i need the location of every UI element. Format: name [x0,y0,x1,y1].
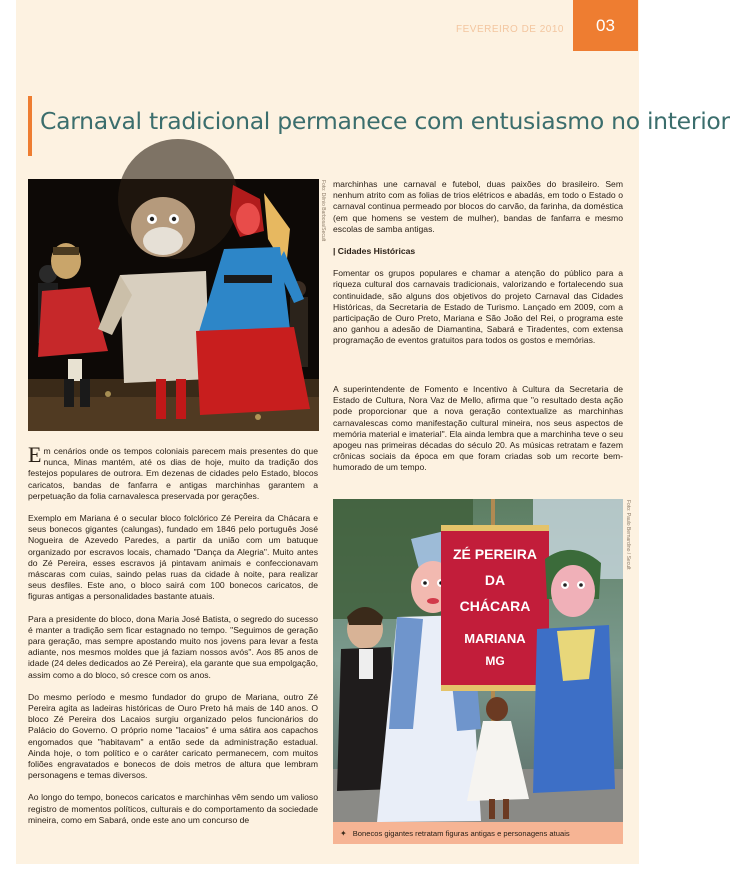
photo-credit-top: Foto: Dênio Barbosa/Secult [320,180,326,242]
article-right-column [333,179,623,358]
banner-line-5: MG [485,654,505,668]
paragraph-intro-text: m cenários onde os tempos coloniais parecem mais presentes do que nunca, Minas mantém, até os dias de hoje, muito da tradição dos festejos populares de outrora. Em dezenas de cidades pelo Estado, blocos caricatos, bandas de fanfarra e antigas marchinhas garantem a perpetuação da folia carnavalesca preservada por gerações. [28,446,318,501]
paragraph-sabara: Ao longo do tempo, bonecos caricatos e marchinhas vêm sendo um valioso registro de momentos políticos, culturais e do comportamento da sociedade mineira, como em Sabará, onde este ano um concurso de [28,792,318,825]
photo-credit-bottom: Foto: Paulo Bernardino / Secult [625,500,631,570]
paragraph-superintendent: A superintendente de Fomento e Incentivo à Cultura da Secretaria de Estado de Cultura, Nora Vaz de Mello, afirma que "o resultado desta ação pode proporcionar que a nova geração contextualize as marchinhas carnavalescas como manifestação cultural mineira, nos seus aspectos de memória material e imaterial". Ela ainda lembra que a marchinha teve o seu apogeu nas primeiras décadas do século 20. As músicas retratam e fazem crônicas sociais da época em que foram criadas sob um recorte bem-humorado de um tempo. [333,384,623,473]
paragraph-ouro-preto: Do mesmo período e mesmo fundador do grupo de Mariana, outro Zé Pereira agita as ladeiras históricas de Ouro Preto há mais de 140 anos. O bloco Zé Pereira dos Lacaios surgiu organizado pelos funcionários do Palácio do Governo. O próprio nome "lacaios" é uma sátira aos capachos engomados que "habitavam" a então sede da administração estadual. Ainda hoje, o tom político e o caráter caricato permanecem, com muitos foliões engravatados e bonecos de dois metros de altura que lembram personagens e temas diversos. [28,691,318,781]
photo-caption [333,822,623,844]
title-accent-bar [28,96,32,156]
section-subheading: | Cidades Históricas [333,246,416,257]
photo-caption-text: Bonecos gigantes retratam figuras antigas e personagens atuais [352,828,570,838]
paragraph-intro [28,442,318,502]
article-right-column-lower [333,384,623,485]
banner-line-1: ZÉ PEREIRA [452,546,538,562]
article-title: Carnaval tradicional permanece com entusiasmo no interior [40,107,730,135]
page-number: 03 [573,0,638,51]
paragraph-marchinhas: marchinhas une carnaval e futebol, duas paixões do brasileiro. Sem nenhum atrito com as folias de trios elétricos e abadás, em todo o Estado o carnaval continua permeado por blocos do carvão, da farinha, da doméstica (em que homens se vestem de mulher), bandas de fanfarra e mesmo escolas de samba antigas. [333,179,623,234]
banner-line-4: MARIANA [464,631,526,646]
article-left-column [28,442,318,837]
banner-line-2: DA [484,572,506,588]
carnival-night-photo [28,179,319,431]
paragraph-project: Fomentar os grupos populares e chamar a atenção do público para a riqueza cultural dos carnavais tradicionais, valorizando e fortalecendo sua continuidade, são alguns dos objetivos do projeto Carnaval das Cidades Históricas, da Secretaria de Estado de Turismo. Lançado em 2009, com a participação de Ouro Preto, Mariana e São João del Rei, o programa este ano ganhou a adesão de Diamantina, Sabará e Tiradentes, com extensa programação de eventos gratuitos para todos os gostos e memórias. [333,268,623,346]
paragraph-president: Para a presidente do bloco, dona Maria José Batista, o segredo do sucesso é manter a tradição sem ficar estagnado no tempo. "Seguimos de geração para geração, mas sempre apostando muito nos jovens para levar a festa adiante, nos mesmos moldes que já faziam nossos avós". Aos 85 anos de idade (24 deles dedicados ao Zé Pereira), ela garante que sua empolgação, assim como a do bloco, só cresce com os anos. [28,613,318,680]
paragraph-mariana: Exemplo em Mariana é o secular bloco folclórico Zé Pereira da Chácara e seus bonecos gigantes (calungas), fundado em 1846 pelo português José Nogueira de Azevedo Paredes, a partir da união com um batuque organizado por escravos locais, chamado "Dança da Alegria". Muito antes do Zé Pereira, esses escravos já pintavam animais e confeccionavam máscaras com cuias, saindo pelas ruas da cidade à noite, para realizar seus desfiles. Este ano, o bloco sairá com 100 bonecos caricatos, de figuras antigas a personalidades bastante atuais. [28,513,318,602]
figure-icon: ✦ [340,828,347,838]
ze-pereira-parade-photo [333,499,623,822]
drop-cap: E [28,442,42,467]
issue-date: FEVEREIRO DE 2010 [456,24,564,35]
banner-line-3: CHÁCARA [459,598,531,614]
